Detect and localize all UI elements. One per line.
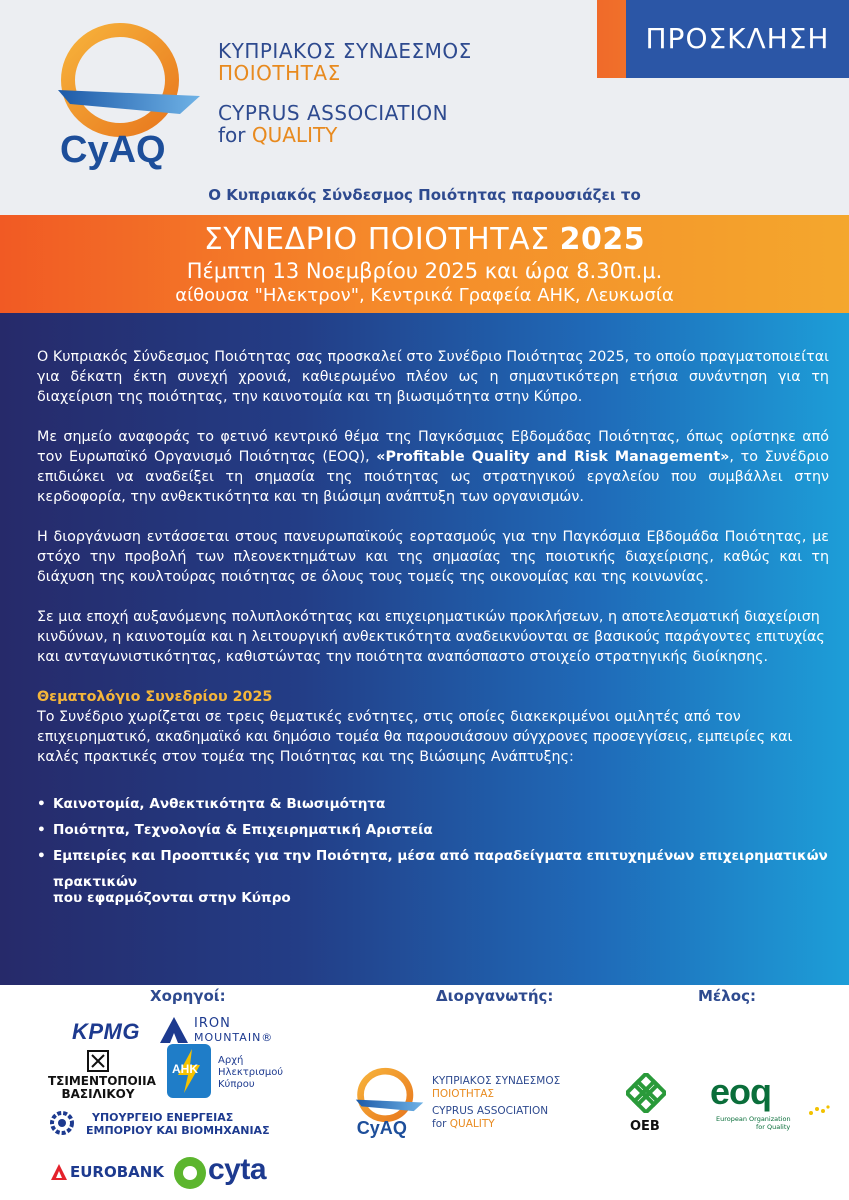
- org-greek-line2: ΠΟΙΟΤΗΤΑΣ: [218, 61, 341, 85]
- vasilikou-icon: [86, 1049, 110, 1073]
- invitation-label: ΠΡΟΣΚΛΗΣΗ: [626, 0, 849, 78]
- org-english-line1: CYPRUS ASSOCIATION: [218, 101, 449, 125]
- paragraph-3: Η διοργάνωση εντάσσεται στους πανευρωπαϊκούς εορτασμούς για την Παγκόσμια Εβδομάδα Ποιότητας, με στόχο την προβολή των πλεονεκτημάτων και της σημασίας της ποιοτικής διαχείρισης, καθώς και τη διάχυση της κουλτούρας ποιότητας σε όλους τους τομείς της οικονομίας και της κοινωνίας.: [37, 529, 829, 585]
- footer: [0, 985, 849, 1200]
- organizer-cyaq-logo: [352, 1063, 428, 1143]
- iron-mountain-line1: IRON: [194, 1016, 231, 1031]
- org-names: [218, 40, 472, 146]
- sponsors-label: Χορηγοί:: [150, 987, 226, 1005]
- ministry-line1: ΥΠΟΥΡΓΕΙΟ ΕΝΕΡΓΕΙΑΣ: [92, 1111, 234, 1124]
- member-label: Μέλος:: [698, 987, 756, 1005]
- kpmg-text: KPMG: [72, 1019, 140, 1044]
- oeb-icon: [626, 1073, 666, 1113]
- org-english-quality: QUALITY: [251, 123, 338, 147]
- ministry-line2: ΕΜΠΟΡΙΟΥ ΚΑΙ ΒΙΟΜΗΧΑΝΙΑΣ: [86, 1124, 270, 1137]
- paragraph-2-end: , το Συνέδριο επιδιώκει να αναδείξει τη σημασία της ποιότητας ως στρατηγικού εργαλείου που συμβάλλει στην κερδοφορία, την ανθεκτικότητα και τη βιώσιμη ανάπτυξη των οργανισμών.: [37, 449, 829, 505]
- organizer-label: Διοργανωτής:: [436, 987, 554, 1005]
- eurobank-icon: [50, 1163, 68, 1181]
- paragraph-2: [37, 427, 829, 507]
- paragraph-1: Ο Κυπριακός Σύνδεσμος Ποιότητας σας προσκαλεί στο Συνέδριο Ποιότητας 2025, το οποίο πραγματοποιείται για δέκατη έκτη συνεχή χρονιά, καθιερωμένο πλέον ως η σημαντικότερη ετήσια συνάντηση για τη διαχείριση της ποιότητας, την καινοτομία και τη βιωσιμότητα στην Κύπρο.: [37, 349, 829, 405]
- list-item: • Καινοτομία, Ανθεκτικότητα & Βιωσιμότητα: [37, 791, 829, 817]
- eurobank-logo: EUROBANK: [70, 1163, 164, 1181]
- iron-mountain-line2: MOUNTAIN®: [194, 1031, 274, 1044]
- cyta-logo: cyta: [208, 1153, 267, 1186]
- list-item: • Ποιότητα, Τεχνολογία & Επιχειρηματική Αριστεία: [37, 817, 829, 843]
- event-title: [0, 223, 849, 257]
- eoq-stars-icon: [808, 1103, 830, 1117]
- org-greek-line1: ΚΥΠΡΙΑΚΟΣ ΣΥΝΔΕΣΜΟΣ: [218, 39, 472, 63]
- theme-text: Το Συνέδριο χωρίζεται σε τρεις θεματικές ενότητες, στις οποίες διακεκριμένοι ομιλητές από τον επιχειρηματικό, ακαδημαϊκό και δημόσιο τομέα θα παρουσιάσουν σύγχρονες προσεγγίσεις, εμπειρίες και καλές πρακτικές στον τομέα της Ποιότητας και της Βιώσιμης Ανάπτυξης:: [37, 709, 793, 765]
- logo-text: CyAQ: [60, 129, 166, 171]
- paragraph-2-start: Με σημείο αναφοράς το φετινό κεντρικό θέμα της Παγκόσμιας Εβδομάδας Ποιότητας, όπως ορίστηκε από τον Ευρωπαϊκό Οργανισμό Ποιότητας (EOQ),: [37, 429, 829, 465]
- iron-mountain-logo: [194, 1017, 273, 1045]
- ahk-line2: Ηλεκτρισμού: [218, 1067, 284, 1078]
- ahk-icon: [166, 1043, 212, 1099]
- organizer-names: [432, 1075, 560, 1131]
- event-title-band: [0, 215, 849, 313]
- theme-list: [37, 791, 829, 895]
- event-date-time: Πέμπτη 13 Νοεμβρίου 2025 και ώρα 8.30π.μ.: [186, 259, 663, 283]
- ahk-line3: Κύπρου: [218, 1079, 255, 1090]
- theme-title: Θεματολόγιο Συνεδρίου 2025: [37, 689, 273, 705]
- ahk-line1: Αρχή: [218, 1055, 244, 1066]
- organizer-greek-line2: ΠΟΙΟΤΗΤΑΣ: [432, 1088, 495, 1100]
- invitation-body: [0, 313, 849, 985]
- eoq-sub-line1: European Organization: [716, 1115, 791, 1123]
- vasilikou-line1: ΤΣΙΜΕΝΤΟΠΟΙΙΑ: [48, 1074, 156, 1088]
- ahk-logo-text: ΑΗΚ: [172, 1062, 198, 1076]
- event-title-text: ΣΥΝΕΔΡΙΟ ΠΟΙΟΤΗΤΑΣ: [203, 222, 550, 257]
- list-item-continuation: που εφαρμόζονται στην Κύπρο: [53, 890, 291, 906]
- organizer-logo-text: CyAQ: [356, 1117, 407, 1138]
- event-venue: αίθουσα "Ηλεκτρον", Κεντρικά Γραφεία ΑΗΚ, Λευκωσία: [175, 285, 674, 306]
- ministry-logo: [86, 1111, 270, 1137]
- iron-mountain-icon: [158, 1015, 190, 1045]
- event-year: 2025: [559, 222, 646, 257]
- organizer-english-for: for: [432, 1118, 447, 1130]
- eoq-subtitle: [716, 1115, 791, 1131]
- organizer-english-line1: CYPRUS ASSOCIATION: [432, 1105, 549, 1117]
- presents-line: Ο Κυπριακός Σύνδεσμος Ποιότητας παρουσιάζει το: [208, 186, 641, 204]
- organizer-greek-line1: ΚΥΠΡΙΑΚΟΣ ΣΥΝΔΕΣΜΟΣ: [432, 1075, 561, 1087]
- eoq-sub-line2: for Quality: [756, 1123, 791, 1131]
- vasilikou-line2: ΒΑΣΙΛΙΚΟΥ: [61, 1087, 135, 1101]
- cyaq-logo: [50, 22, 210, 172]
- list-item: • Εμπειρίες και Προοπτικές για την Ποιότητα, μέσα από παραδείγματα επιτυχημένων επιχειρηματικών πρακτικών: [37, 843, 829, 895]
- header: [0, 0, 849, 215]
- kpmg-logo: [72, 1019, 140, 1045]
- organizer-english-line2: [432, 1118, 560, 1131]
- organizer-english-quality: QUALITY: [449, 1118, 495, 1130]
- vasilikou-logo: [48, 1074, 156, 1101]
- paragraph-2-theme: «Profitable Quality and Risk Management»: [376, 449, 730, 465]
- body-content: [37, 347, 829, 907]
- paragraph-4: Σε μια εποχή αυξανόμενης πολυπλοκότητας και επιχειρηματικών προκλήσεων, η αποτελεσματική διαχείριση κινδύνων, η καινοτομία και η λειτουργική ανθεκτικότητα αναδεικνύονται σε βασικούς παράγοντες επιτυχίας και ανταγωνιστικότητας, καθιστώντας την ποιότητα αναπόσπαστο στοιχείο στρατηγικής διοίκησης.: [37, 609, 825, 665]
- org-english-for: for: [218, 123, 246, 147]
- cyta-icon: [172, 1155, 208, 1191]
- ahk-name: [218, 1055, 283, 1091]
- org-english-line2: [218, 124, 472, 146]
- ministry-gear-icon: [48, 1109, 76, 1137]
- oeb-logo: ΟΕΒ: [630, 1119, 660, 1134]
- eoq-logo: eoq: [710, 1071, 772, 1112]
